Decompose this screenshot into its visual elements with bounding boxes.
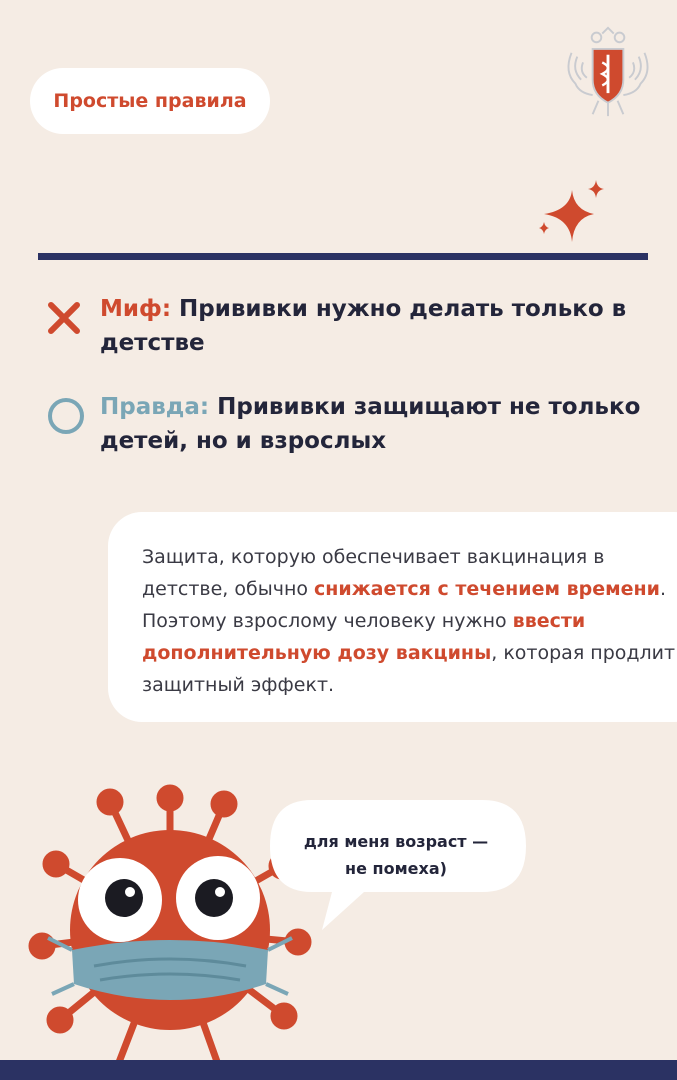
info-highlight-2: ввести дополнительную дозу вакцины: [142, 610, 586, 664]
section-divider: [38, 253, 648, 260]
myth-label: Миф:: [100, 296, 172, 322]
info-text: [142, 541, 677, 701]
myth-text: [100, 292, 660, 360]
truth-text: [100, 390, 677, 458]
info-card: [108, 512, 677, 722]
info-highlight-1: снижается с течением времени: [314, 578, 660, 600]
header-badge-label: Простые правила: [53, 90, 247, 112]
header-badge: [30, 68, 270, 134]
cross-icon: [46, 300, 82, 336]
speech-line-2: не помеха): [345, 859, 447, 878]
myth-body: Прививки нужно делать только в детстве: [100, 296, 627, 356]
truth-label: Правда:: [100, 394, 210, 420]
info-part-2: . Поэтому взрослому человеку нужно: [142, 578, 667, 632]
footer-bar: [0, 1060, 677, 1080]
speech-text: [282, 828, 510, 882]
info-part-1: Защита, которую обеспечивает вакцинация в детстве, обычно: [142, 546, 605, 600]
truth-body: Прививки защищают не только детей, но и взрослых: [100, 394, 641, 454]
ministry-emblem-icon: [560, 24, 656, 120]
info-part-3: , которая продлит защитный эффект.: [142, 642, 676, 696]
speech-line-1: для меня возраст —: [303, 832, 489, 851]
sparkle-icon: [530, 176, 614, 248]
circle-icon: [46, 396, 86, 436]
